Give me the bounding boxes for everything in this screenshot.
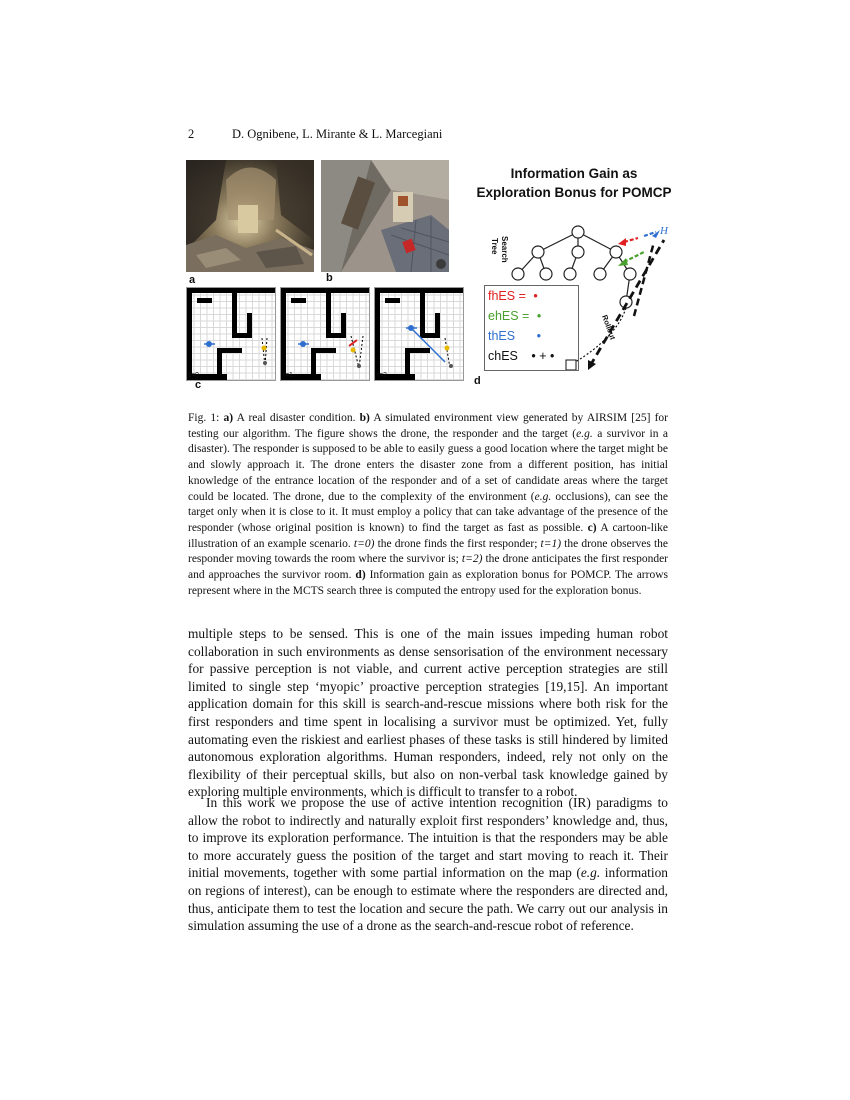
legend-label: fhES =	[488, 289, 526, 303]
diagram-title-line1: Information Gain as	[510, 166, 638, 181]
caption-c-text: A cartoon-like illustration of an example scenario.	[188, 521, 669, 550]
authors: D. Ognibene, L. Mirante & L. Marcegiani	[232, 127, 443, 141]
tree-label-line1: Search	[500, 236, 509, 263]
caption-d-text: Information gain as exploration bonus for POMCP. The arrows represent where in the MCTS search three is computed the entropy used for the exploration bonus.	[188, 569, 668, 597]
simulated-view-image	[321, 160, 449, 272]
body-paragraph-2	[188, 794, 668, 935]
caption-eg: e.g.	[576, 427, 593, 440]
caption-c-text: the drone finds the first responder;	[374, 537, 541, 550]
legend-symbol: •	[536, 329, 541, 343]
legend-item-ches	[485, 346, 578, 366]
caption-t0: t=0)	[353, 537, 375, 550]
paragraph-text: In this work we propose the use of active intention recognition (IR) paradigms to allow the robot to indirectly and naturally exploit first responders’ knowledge and, thus, to improve its exploration performance. The intuition is that the responders may be able to more accurately guess the position of the target and start moving to reach it. Their initial movements, together with some partial information on the map (	[188, 795, 668, 881]
timestep-label-t2: t=2	[377, 372, 387, 379]
tree-label-line2: Tree	[490, 238, 499, 255]
diagram-title	[476, 164, 672, 202]
caption-b-text: a survivor in a disaster). The responder is supposed to be able to easily guess a good location where the target might be and slowly approach it. The drone enters the disaster zone from a different position, has initial knowledge of the entrance location of the responder and of a set of candidate areas where the target could be located. The drone, due to the complexity of the environment (	[188, 427, 668, 503]
legend-symbol: •	[533, 289, 538, 303]
caption-a-label: a)	[223, 412, 234, 424]
rollout-label: Rollout	[600, 313, 618, 341]
grid-map-t1	[280, 287, 370, 381]
h-label: H	[660, 225, 668, 237]
panel-label-d: d	[474, 375, 481, 387]
legend-symbol: • + •	[531, 349, 555, 363]
figure-caption	[188, 411, 668, 599]
caption-t2: t=2)	[461, 553, 483, 566]
panel-label-a: a	[189, 274, 196, 286]
page-number: 2	[188, 127, 195, 141]
diagram-title-line2: Exploration Bonus for POMCP	[476, 185, 672, 200]
legend-label: thES	[488, 329, 516, 343]
legend-item-thes	[485, 326, 578, 346]
caption-b-text: occlusions), can see the target only when it is close to it. It must employ a policy that can take advantage of the presence of the responder (whose original position is known) to find the target as fast as possible.	[188, 490, 668, 534]
legend-item-ehes	[485, 306, 578, 326]
caption-c-label: c)	[587, 521, 597, 534]
timestep-label-t0: t=0	[189, 372, 199, 379]
legend-label: chES	[488, 349, 518, 363]
body-paragraph-1: multiple steps to be sensed. This is one of the main issues impeding human robot collaboration in such environments as dense sensorisation of the environment necessary for passive perception is not viable, and current active perception strategies are still limited to single step ‘myopic’ proactive perception strategies [19,15]. An important application domain for this skill is search-and-rescue missions where both risk for the first responders and time spent in localising a survivor must be optimized. Yet, fully automating even the riskiest and earliest phases of these tasks is still hindered by limited autonomous exploration algorithms. Human responders, indeed, rely not only on the flexibility of their perceptual skills, but also on non-verbal task knowledge gained by exploring multiple environments, which is difficult to transfer to a robot.	[188, 626, 668, 800]
legend-label: ehES =	[488, 309, 530, 323]
paragraph-text: information on regions of interest), can be enough to estimate where the responders are directed and, thus, anticipate them to test the location and secure the path. We carry out our analysis in simulation assuming the use of a drone as the search-and-rescue robot of reference.	[188, 865, 668, 934]
timestep-label-t1: t=1	[283, 372, 293, 379]
grid-map-t2	[374, 287, 464, 381]
caption-b-text: A simulated environment view generated by AIRSIM [25] for testing our algorithm. The figure shows the drone, the responder and the target (	[188, 412, 669, 440]
caption-t1: t=1)	[540, 537, 562, 550]
disaster-photo	[186, 160, 314, 272]
caption-a-text: A real disaster condition.	[233, 412, 360, 424]
legend-box	[484, 285, 579, 371]
panel-label-b: b	[326, 272, 333, 284]
caption-d-label: d)	[355, 569, 366, 582]
paragraph-eg: e.g.	[580, 865, 601, 881]
caption-b-label: b)	[359, 412, 370, 424]
page-header	[188, 127, 442, 142]
caption-fig-label: Fig. 1:	[188, 412, 224, 424]
legend-item-fhes	[485, 286, 578, 306]
caption-c-text: the drone observes the responder moving towards the room where the survivor is;	[188, 537, 669, 566]
legend-symbol: •	[536, 309, 542, 323]
panel-label-c: c	[195, 379, 202, 391]
figure-1	[186, 160, 672, 395]
caption-eg: e.g.	[534, 490, 552, 503]
tree-label	[490, 236, 509, 263]
caption-c-text: the drone anticipates the first responder and approaches the survivor room.	[188, 553, 669, 582]
grid-map-t0	[186, 287, 276, 381]
